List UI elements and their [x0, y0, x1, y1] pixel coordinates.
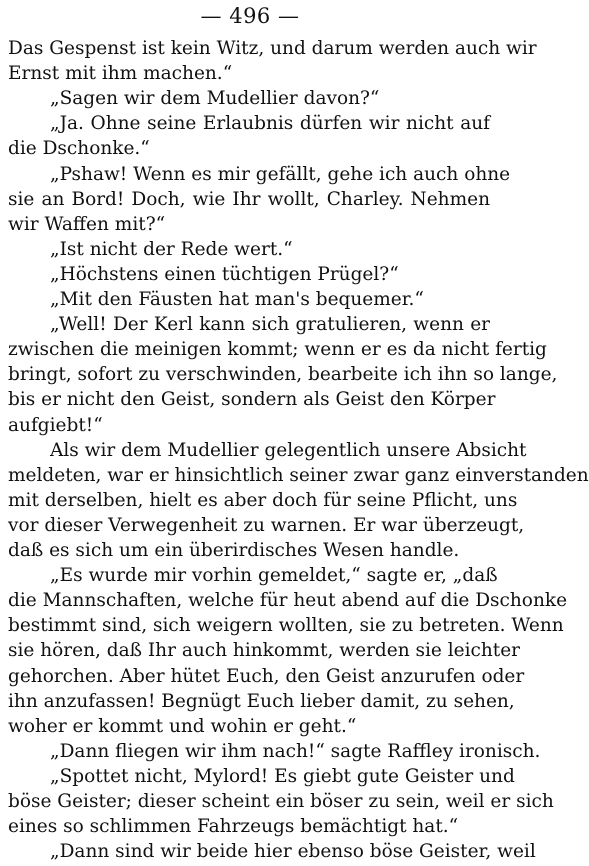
text-line: böse Geister; dieser scheint ein böser zu sein, weil er sich: [8, 791, 554, 812]
text-line: vor dieser Verwegenheit zu warnen. Er war überzeugt,: [8, 514, 525, 536]
text-line: zwischen die meinigen kommt; wenn er es da nicht fertig: [8, 339, 547, 361]
text-line: daß es sich um ein überirdisches Wesen handle.: [8, 540, 460, 561]
text-line: „Dann sind wir beide hier ebenso böse Geister, weil: [50, 841, 536, 863]
text-line: „Höchstens einen tüchtigen Prügel?“: [50, 263, 399, 285]
text-line: „Well! Der Kerl kann sich gratulieren, wenn er: [50, 314, 490, 336]
text-line: die Dschonke.“: [8, 138, 150, 160]
text-line: „Ist nicht der Rede wert.“: [50, 238, 293, 260]
text-line: sie hören, daß Ihr auch hinkommt, werden sie leichter: [8, 640, 521, 662]
text-line: gehorchen. Aber hütet Euch, den Geist anzurufen oder: [8, 665, 525, 687]
text-line: wir Waffen mit?“: [8, 213, 166, 235]
text-line: „Es wurde mir vorhin gemeldet,“ sagte er, „daß: [50, 565, 498, 587]
text-line: meldeten, war er hinsichtlich seiner zwar ganz einverstanden: [8, 464, 589, 486]
text-line: „Mit den Fäusten hat man's bequemer.“: [50, 289, 424, 310]
page-number: — 496 —: [200, 4, 300, 28]
text-line: Ernst mit ihm machen.“: [8, 63, 233, 85]
text-line: eines so schlimmen Fahrzeugs bemächtigt hat.“: [8, 816, 459, 838]
text-line: „Sagen wir dem Mudellier davon?“: [50, 88, 380, 110]
text-line: „Dann fliegen wir ihm nach!“ sagte Raffley ironisch.: [50, 740, 541, 762]
text-line: mit derselben, hielt es aber doch für seine Pflicht, uns: [8, 489, 518, 511]
text-line: sie an Bord! Doch, wie Ihr wollt, Charley. Nehmen: [8, 188, 490, 210]
text-line: die Mannschaften, welche für heut abend auf die Dschonke: [8, 590, 568, 612]
text-line: ihn anzufassen! Begnügt Euch lieber damit, zu sehen,: [8, 690, 515, 712]
text-line: bringt, sofort zu verschwinden, bearbeite ich ihn so lange,: [8, 364, 558, 386]
text-line: „Spottet nicht, Mylord! Es giebt gute Geister und: [50, 765, 515, 787]
text-line: woher er kommt und wohin er geht.“: [8, 715, 357, 737]
text-line: „Pshaw! Wenn es mir gefällt, gehe ich auch ohne: [50, 163, 511, 185]
text-line: aufgiebt!“: [8, 414, 103, 436]
text-line: bis er nicht den Geist, sondern als Geist den Körper: [8, 389, 496, 411]
text-line: bestimmt sind, sich weigern wollten, sie zu betreten. Wenn: [8, 615, 564, 637]
text-line: Als wir dem Mudellier gelegentlich unsere Absicht: [50, 439, 527, 461]
text-line: „Ja. Ohne seine Erlaubnis dürfen wir nicht auf: [50, 113, 490, 135]
text-line: Das Gespenst ist kein Witz, und darum werden auch wir: [8, 38, 537, 59]
